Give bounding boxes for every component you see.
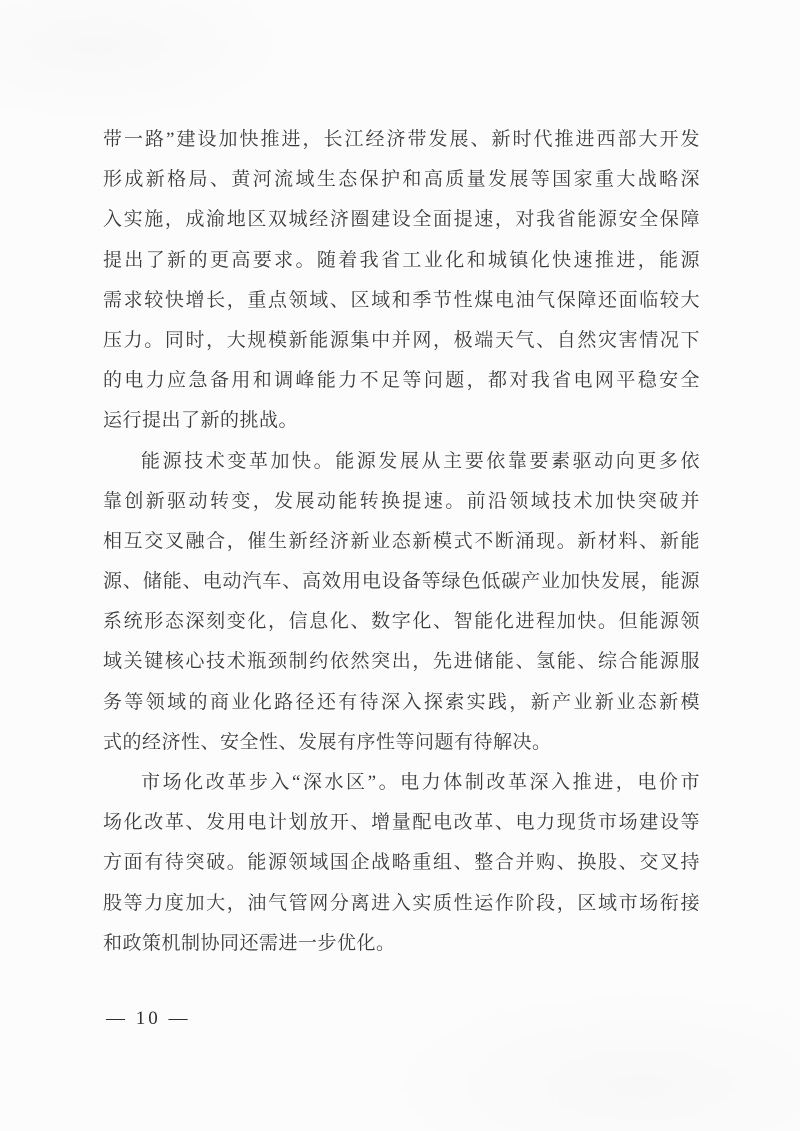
text-line: 域关键核心技术瓶颈制约依然突出，先进储能、氢能、综合能源服 xyxy=(103,651,700,673)
text-line: 压力。同时，大规模新能源集中并网，极端天气、自然灾害情况下 xyxy=(103,329,700,351)
text-line: 股等力度加大，油气管网分离进入实质性运作阶段，区域市场衔接 xyxy=(103,892,700,914)
text-line: 方面有待突破。能源领域国企战略重组、整合并购、换股、交叉持 xyxy=(103,852,700,874)
text-line: 市场化改革步入“深水区”。电力体制改革深入推进，电价市 xyxy=(141,772,700,793)
text-line: 系统形态深刻变化，信息化、数字化、智能化进程加快。但能源领 xyxy=(103,611,700,633)
text-line: 场化改革、发用电计划放开、增量配电改革、电力现货市场建设等 xyxy=(103,812,700,834)
text-line: 务等领域的商业化路径还有待深入探索实践，新产业新业态新模 xyxy=(103,691,700,713)
text-line: 靠创新驱动转变，发展动能转换提速。前沿领域技术加快突破并 xyxy=(103,490,700,512)
paragraph-market-reform xyxy=(103,763,700,964)
page-number: — 10 — xyxy=(106,1008,191,1029)
text-line: 能源技术变革加快。能源发展从主要依靠要素驱动向更多依 xyxy=(141,450,700,472)
text-line: 需求较快增长，重点领域、区域和季节性煤电油气保障还面临较大 xyxy=(103,289,700,311)
text-line: 的电力应急备用和调峰能力不足等问题，都对我省电网平稳安全 xyxy=(103,370,700,392)
text-line: 相互交叉融合，催生新经济新业态新模式不断涌现。新材料、新能 xyxy=(103,530,700,552)
text-line: 源、储能、电动汽车、高效用电设备等绿色低碳产业加快发展，能源 xyxy=(103,571,700,593)
body-text xyxy=(103,120,700,964)
text-line: 形成新格局、黄河流域生态保护和高质量发展等国家重大战略深 xyxy=(103,169,700,191)
text-line: 入实施，成渝地区双城经济圈建设全面提速，对我省能源安全保障 xyxy=(103,209,700,231)
text-line: 式的经济性、安全性、发展有序性等问题有待解决。 xyxy=(103,731,552,753)
text-line: 带一路”建设加快推进，长江经济带发展、新时代推进西部大开发 xyxy=(103,129,700,150)
text-line: 提出了新的更高要求。随着我省工业化和城镇化快速推进，能源 xyxy=(103,249,700,271)
paragraph-continuation xyxy=(103,120,700,442)
text-line: 运行提出了新的挑战。 xyxy=(103,410,299,432)
text-line: 和政策机制协同还需进一步优化。 xyxy=(103,932,396,954)
paragraph-energy-technology xyxy=(103,442,700,764)
